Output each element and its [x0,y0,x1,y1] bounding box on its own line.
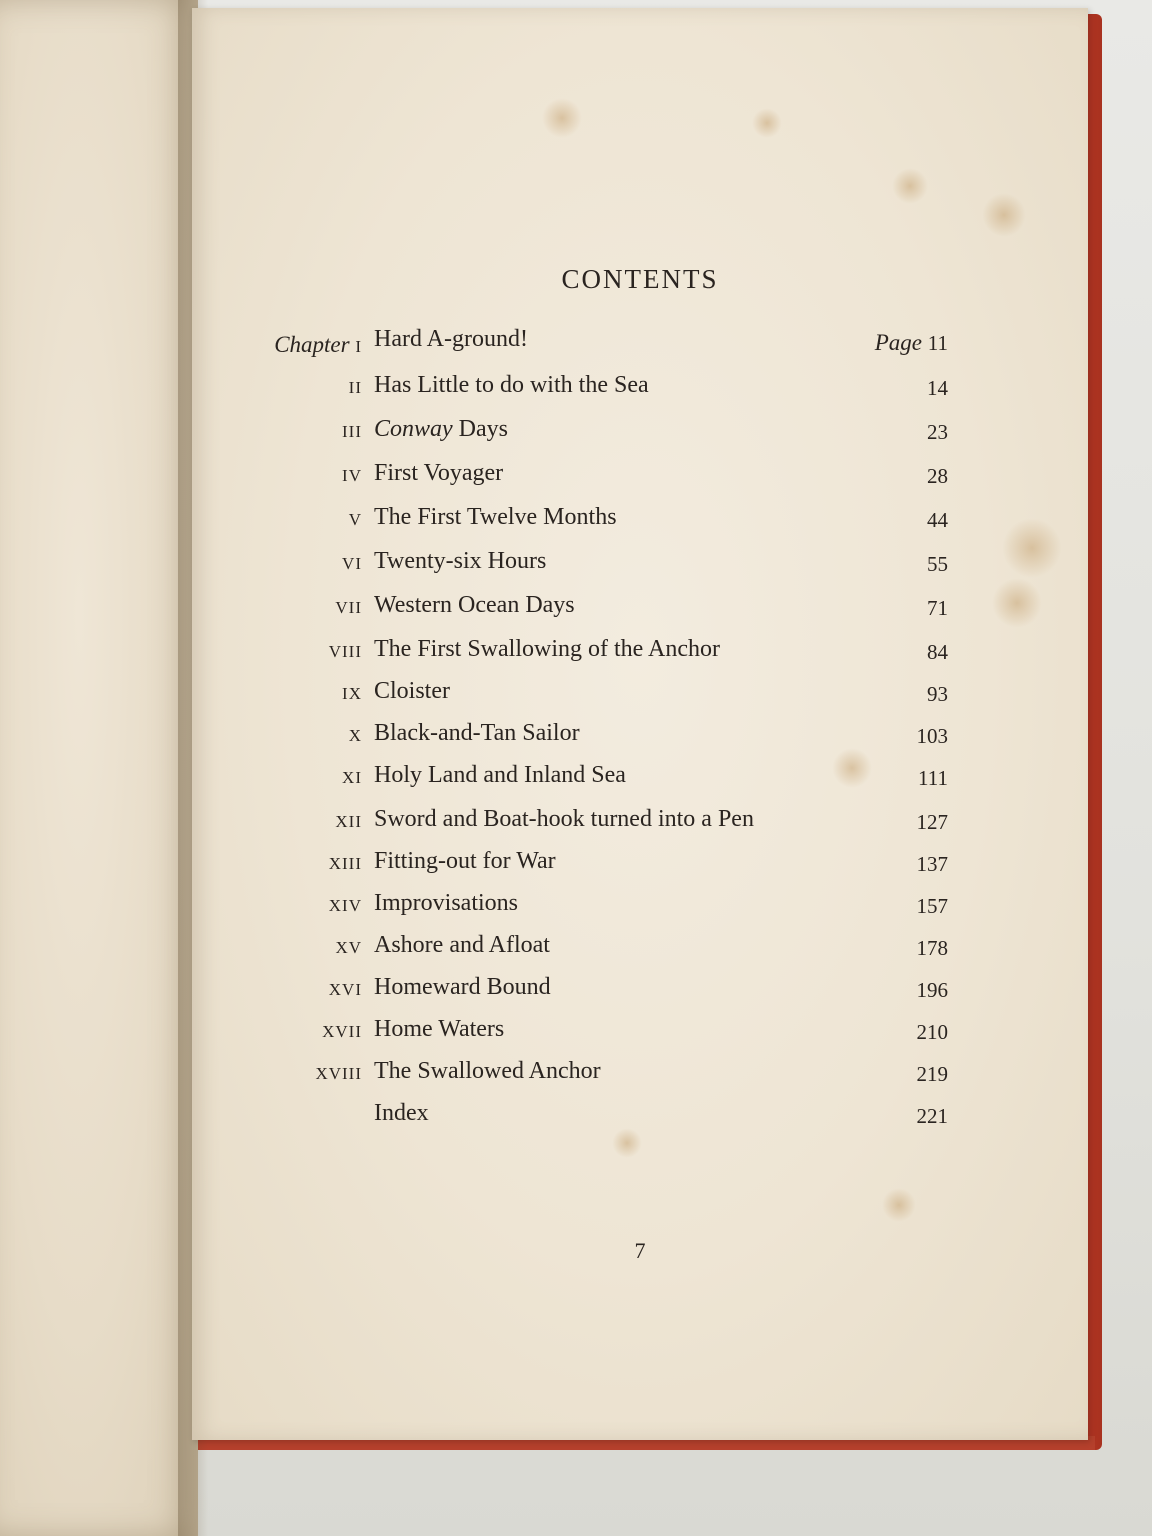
contents-entry [192,848,1088,888]
contents-entry [192,504,1088,544]
page-ref: 111 [918,766,948,790]
page-ref: 221 [916,1104,948,1128]
contents-entry [192,678,1088,718]
contents-entry [192,372,1088,412]
chapter-title: Home Waters [374,1016,505,1042]
chapter-number: XV [335,938,362,957]
page-ref: 178 [916,936,948,960]
foxing-spot [752,108,782,138]
page-ref: 28 [927,464,948,488]
foxing-spot [892,168,928,204]
page-label: Page [874,330,928,355]
chapter-title: Homeward Bound [374,974,551,1000]
page-ref: 103 [916,724,948,748]
contents-entry [192,1100,1088,1140]
chapter-number: XII [335,812,362,831]
page-ref: 55 [927,552,948,576]
contents-entry [192,932,1088,972]
page-ref: 196 [916,978,948,1002]
page-ref: 157 [916,894,948,918]
left-page [0,0,198,1536]
page-ref: Page 11 [874,330,948,355]
chapter-number: VII [335,598,362,617]
chapter-number: VI [342,554,362,573]
chapter-number: V [348,510,362,529]
contents-entry [192,1016,1088,1056]
chapter-title: Twenty-six Hours [374,548,547,574]
chapter-title: Fitting-out for War [374,848,556,874]
page-ref: 210 [916,1020,948,1044]
chapter-title: Hard A-ground! [374,326,528,352]
chapter-title: First Voyager [374,460,504,486]
contents-entry [192,1058,1088,1098]
page-ref: 219 [916,1062,948,1086]
chapter-title: Cloister [374,678,450,704]
contents-heading: CONTENTS [561,264,719,294]
chapter-number: XVI [328,980,362,999]
contents-entry [192,890,1088,930]
chapter-number: III [342,422,362,441]
chapter-number: XIII [328,854,362,873]
chapter-title-italic: Conway [374,416,453,442]
page-ref: 71 [927,596,948,620]
chapter-title: The First Twelve Months [374,504,617,530]
contents-entry [192,974,1088,1014]
chapter-title: Has Little to do with the Sea [374,372,649,398]
foxing-spot [982,193,1026,237]
chapter-title: Ashore and Afloat [374,932,550,958]
page-ref: 93 [927,682,948,706]
page-ref: 127 [916,810,948,834]
chapter-label: Chapter [274,332,356,357]
chapter-number: XVII [322,1022,362,1041]
contents-entry [192,592,1088,632]
chapter-number: X [348,726,362,745]
chapter-title: Conway Days [374,416,508,442]
chapter-number: Chapter I [274,332,362,357]
chapter-title: Sword and Boat-hook turned into a Pen [374,806,754,832]
contents-entry [192,720,1088,760]
chapter-title: Black-and-Tan Sailor [374,720,580,746]
chapter-title: Western Ocean Days [374,592,575,618]
contents-page [192,8,1088,1440]
chapter-title: Improvisations [374,890,518,916]
contents-entry [192,548,1088,588]
contents-entry [192,326,1088,366]
chapter-number: XIV [328,896,362,915]
chapter-title: The Swallowed Anchor [374,1058,601,1084]
page-ref: 84 [927,640,948,664]
chapter-number: IX [342,684,362,703]
chapter-title: Index [374,1100,429,1126]
chapter-title: Holy Land and Inland Sea [374,762,626,788]
contents-entry [192,460,1088,500]
chapter-number: XVIII [315,1064,362,1083]
contents-entry [192,762,1088,802]
chapter-number: II [348,378,362,397]
page-ref: 14 [927,376,948,400]
page-number: 7 [634,1238,646,1263]
contents-entry [192,806,1088,846]
chapter-number: VIII [328,642,362,661]
chapter-number: IV [342,466,362,485]
foxing-spot [542,98,582,138]
page-ref: 137 [916,852,948,876]
contents-entry [192,416,1088,456]
contents-entry [192,636,1088,676]
page-ref: 23 [927,420,948,444]
foxing-spot [882,1188,916,1222]
page-ref: 44 [927,508,948,532]
chapter-number: XI [342,768,362,787]
chapter-title: The First Swallowing of the Anchor [374,636,720,662]
